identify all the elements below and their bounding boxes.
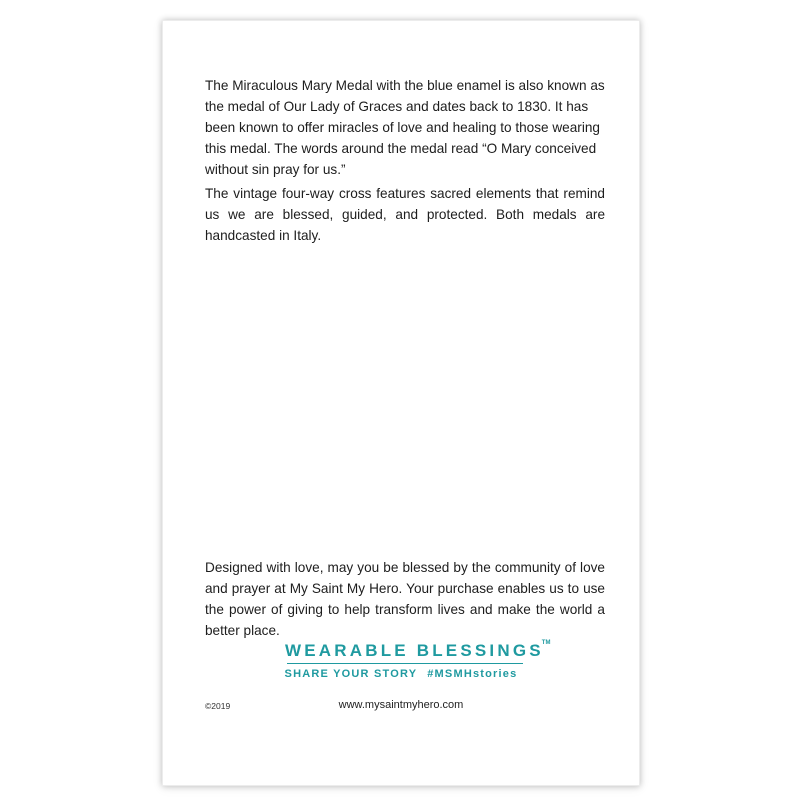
copyright-text: ©2019 bbox=[205, 701, 231, 711]
hashtag-text: #MSMHstories bbox=[427, 668, 518, 680]
info-card bbox=[162, 20, 640, 786]
medal-description-paragraph: The Miraculous Mary Medal with the blue enamel is also known as the medal of Our Lady of Graces and dates back to 1830. It has been known to offer miracles of love and healing to those wearing this medal. The words around the medal read “O Mary conceived without sin pray for us.” bbox=[205, 78, 605, 177]
brand-title bbox=[285, 641, 550, 661]
cross-description-paragraph: The vintage four-way cross features sacred elements that remind us we are blessed, guided, and protected. Both medals are handcasted in Italy. bbox=[205, 186, 605, 243]
brand-divider bbox=[287, 663, 523, 664]
tagline-text: SHARE YOUR STORY bbox=[284, 668, 418, 680]
brand-tagline bbox=[163, 668, 639, 680]
website-url: www.mysaintmyhero.com bbox=[338, 699, 464, 711]
brand-title-text: WEARABLE BLESSINGS bbox=[285, 641, 544, 660]
community-message-paragraph: Designed with love, may you be blessed by the community of love and prayer at My Saint My Hero. Your purchase enables us to use the power of giving to help transform lives and make the world a better place. bbox=[205, 560, 605, 638]
trademark-mark: TM bbox=[541, 640, 551, 646]
